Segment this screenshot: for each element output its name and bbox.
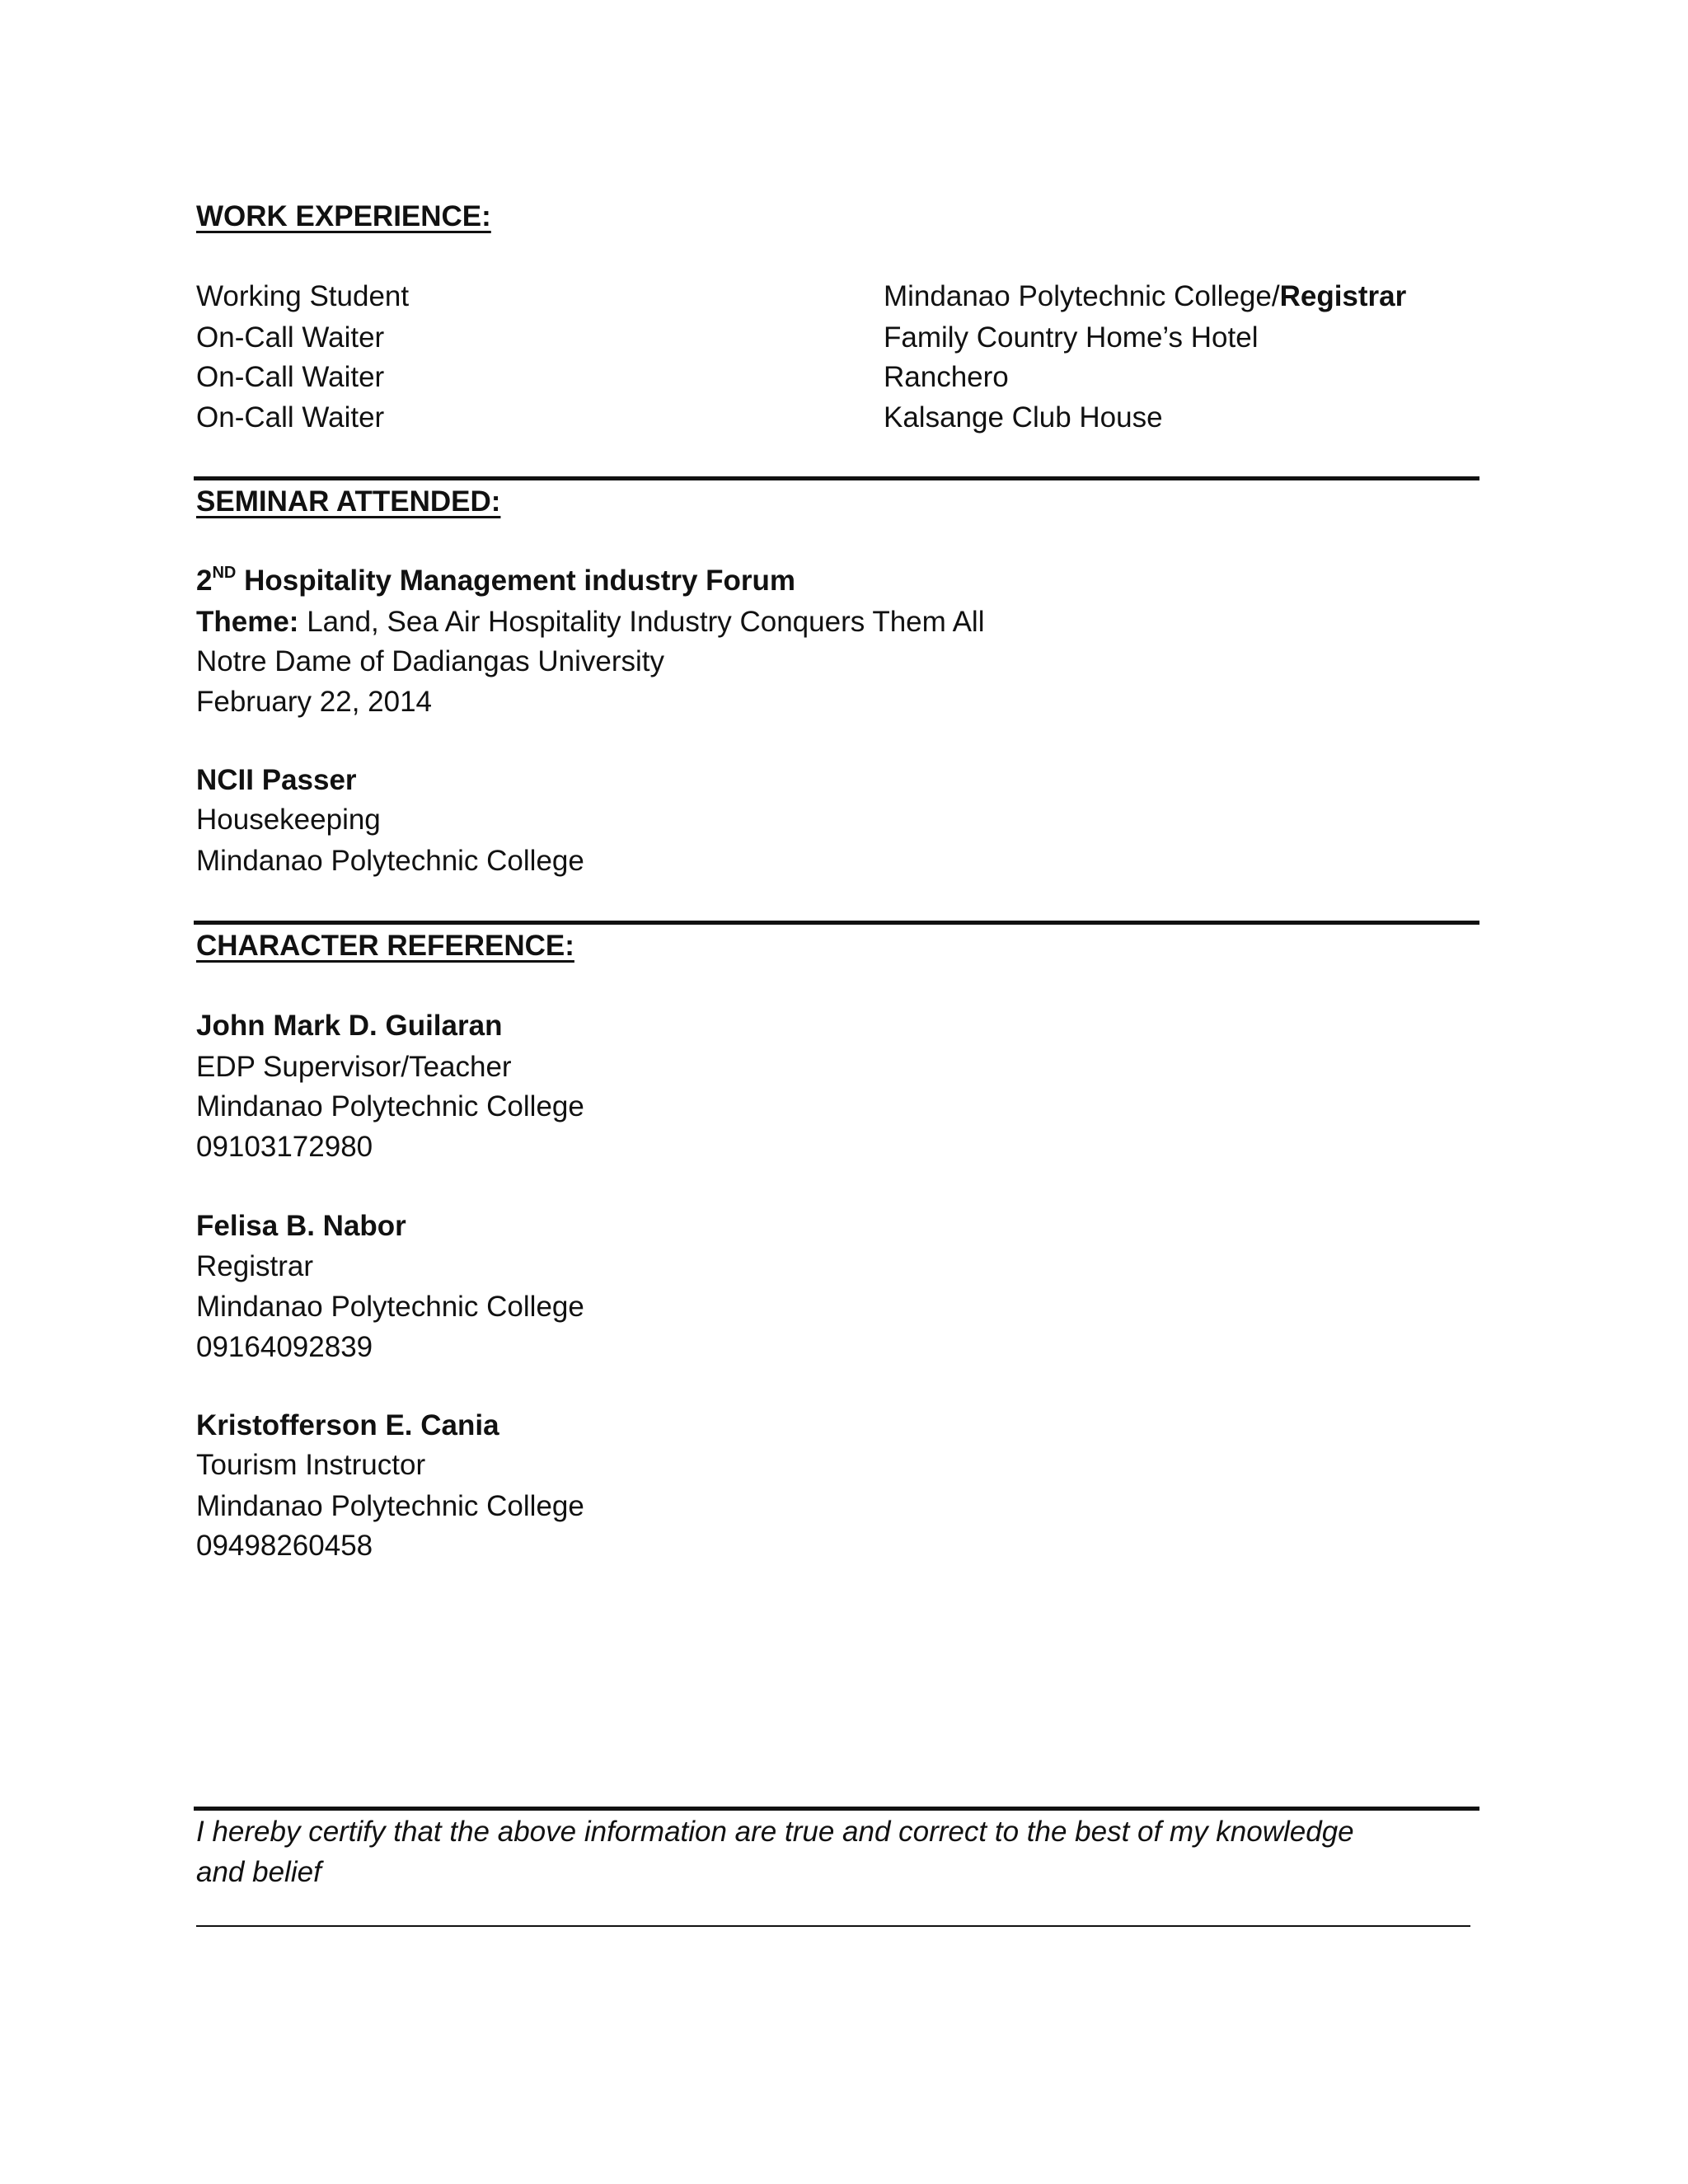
work-position-2: On-Call Waiter (196, 321, 385, 354)
reference-3-org: Mindanao Polytechnic College (196, 1490, 584, 1522)
reference-1-phone: 09103172980 (196, 1131, 373, 1163)
forum-date: February 22, 2014 (196, 686, 433, 718)
work-employer-3: Ranchero (884, 361, 1009, 393)
reference-3-title: Tourism Instructor (196, 1449, 426, 1481)
forum-venue: Notre Dame of Dadiangas University (196, 645, 665, 677)
reference-2-org: Mindanao Polytechnic College (196, 1291, 584, 1323)
reference-1-name: John Mark D. Guilaran (196, 1010, 503, 1042)
ncii-school: Mindanao Polytechnic College (196, 845, 584, 877)
work-experience-heading: WORK EXPERIENCE: (196, 200, 491, 232)
work-position-1: Working Student (196, 280, 410, 312)
forum-ordinal: ND (212, 564, 237, 583)
certification-line-1: I hereby certify that the above information are true and correct to the best of my knowledge (196, 1816, 1354, 1848)
forum-title (196, 560, 795, 602)
forum-number: 2 (196, 565, 213, 597)
work-employer-4: Kalsange Club House (884, 401, 1163, 434)
forum-theme (196, 602, 984, 643)
certification-line-2: and belief (196, 1856, 321, 1888)
reference-1-title: EDP Supervisor/Teacher (196, 1051, 512, 1083)
theme-text: Land, Sea Air Hospitality Industry Conquers Them All (298, 606, 985, 638)
reference-1-org: Mindanao Polytechnic College (196, 1090, 584, 1122)
work-employer-2: Family Country Home’s Hotel (884, 321, 1259, 354)
ncii-field: Housekeeping (196, 804, 381, 836)
forum-title-text: Hospitality Management industry Forum (236, 565, 796, 597)
work-employer-1 (884, 276, 1406, 317)
reference-2-title: Registrar (196, 1250, 313, 1282)
theme-label: Theme: (196, 606, 299, 638)
character-reference-heading: CHARACTER REFERENCE: (196, 930, 574, 962)
reference-2-name: Felisa B. Nabor (196, 1210, 406, 1242)
work-position-4: On-Call Waiter (196, 401, 385, 434)
seminar-heading: SEMINAR ATTENDED: (196, 485, 501, 518)
signature-line (196, 1925, 1470, 1927)
section-divider-1 (194, 476, 1479, 480)
reference-2-phone: 09164092839 (196, 1331, 373, 1363)
work-employer-1-bold: Registrar (1279, 280, 1407, 312)
ncii-title: NCII Passer (196, 764, 357, 796)
section-divider-3 (194, 1807, 1479, 1811)
reference-3-phone: 09498260458 (196, 1530, 373, 1562)
work-position-3: On-Call Waiter (196, 361, 385, 393)
section-divider-2 (194, 921, 1479, 925)
work-employer-1-text: Mindanao Polytechnic College/ (884, 280, 1280, 312)
reference-3-name: Kristofferson E. Cania (196, 1409, 499, 1441)
